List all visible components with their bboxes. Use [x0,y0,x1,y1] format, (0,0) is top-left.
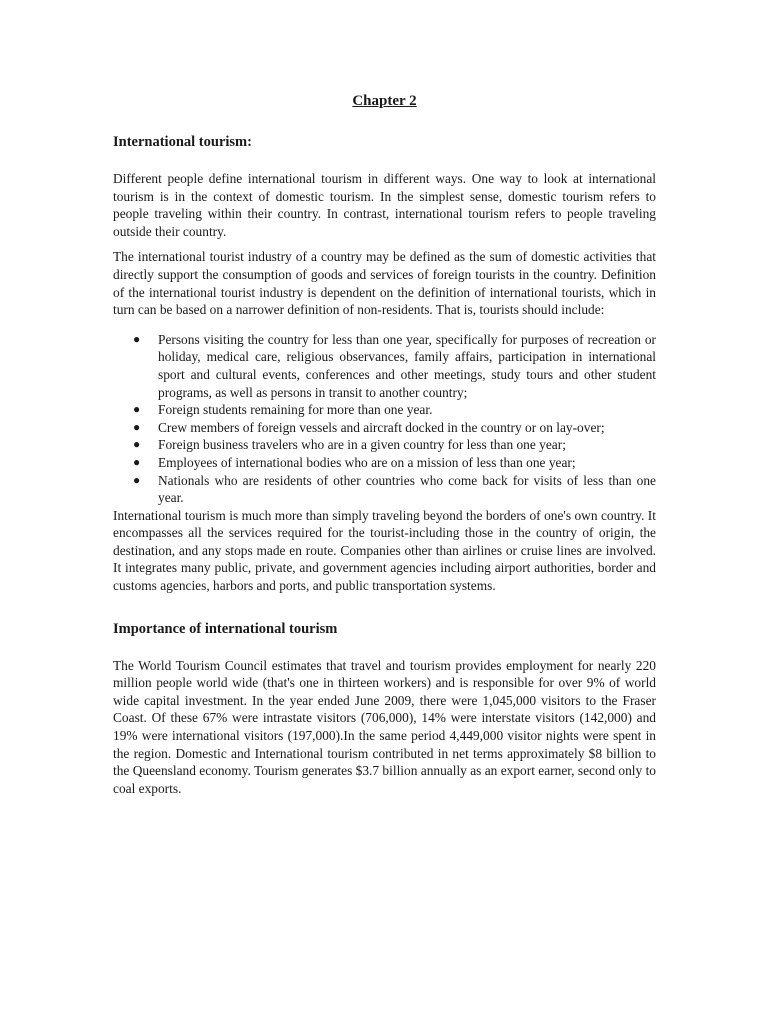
paragraph-industry: The international tourist industry of a country may be defined as the sum of domestic activities that directly support the consumption of goods and services of foreign tourists in the country. Definition of the international tourist industry is dependent on the definition of international tourists, which in turn can be based on a narrower definition of non-residents. That is, tourists should include: [113,249,656,318]
paragraph-definition: Different people define international tourism in different ways. One way to look at international tourism is in the context of domestic tourism. In the simplest sense, domestic tourism refers to people traveling within their country. In contrast, international tourism refers to people traveling outside their country. [113,171,656,239]
bullet-icon: ● [133,437,141,452]
list-item [113,331,656,401]
list-item-text: Foreign business travelers who are in a given country for less than one year; [158,437,566,453]
list-item [113,401,656,419]
list-item [113,472,656,507]
list-item-text: Employees of international bodies who are on a mission of less than one year; [158,454,576,470]
tourist-inclusion-list [113,331,656,507]
list-item-text: Crew members of foreign vessels and aircraft docked in the country or on lay-over; [158,419,605,435]
paragraph-importance: The World Tourism Council estimates that travel and tourism provides employment for nearly 220 million people world wide (that's one in thirteen workers) and is responsible for over 9% of world wide capital investment. In the year ended June 2009, there were 1,045,000 visitors to the Fraser Coast. Of these 67% were intrastate visitors (706,000), 14% were interstate visitors (142,000) and 19% were international visitors (197,000).In the same period 4,449,000 visitor nights were spent in the region. Domestic and International tourism contributed in net terms approximately $8 billion to the Queensland economy. Tourism generates $3.7 billion annually as an export earner, second only to coal exports. [113,657,656,796]
bullet-icon: ● [133,419,141,434]
chapter-title: Chapter 2 [352,93,417,109]
bullet-icon: ● [133,454,141,469]
document-page [113,90,656,805]
bullet-icon: ● [133,331,141,346]
list-item [113,419,656,437]
list-item [113,436,656,454]
bullet-icon: ● [133,402,141,417]
list-item [113,454,656,472]
section-spacer [113,603,656,619]
list-item-text: Nationals who are residents of other countries who come back for visits of less than one year. [158,472,656,506]
paragraph-scope: International tourism is much more than simply traveling beyond the borders of one's own country. It encompasses all the services required for the tourist-including those in the country of origin, the destination, and any stops made en route. Companies other than airlines or cruise lines are involved. It integrates many public, private, and government agencies including airport authorities, border and customs agencies, harbors and ports, and public transportation systems. [113,507,656,594]
list-item-text: Persons visiting the country for less than one year, specifically for purposes of recreation or holiday, medical care, religious observances, family affairs, participation in international sport and cultural events, conferences and other meetings, study tours and other student programs, as well as persons in transit to another country; [158,331,656,400]
section-heading-importance: Importance of international tourism [113,620,338,637]
bullet-icon: ● [133,472,141,487]
list-item-text: Foreign students remaining for more than one year. [158,402,433,418]
section-heading-international-tourism: International tourism: [113,134,252,150]
